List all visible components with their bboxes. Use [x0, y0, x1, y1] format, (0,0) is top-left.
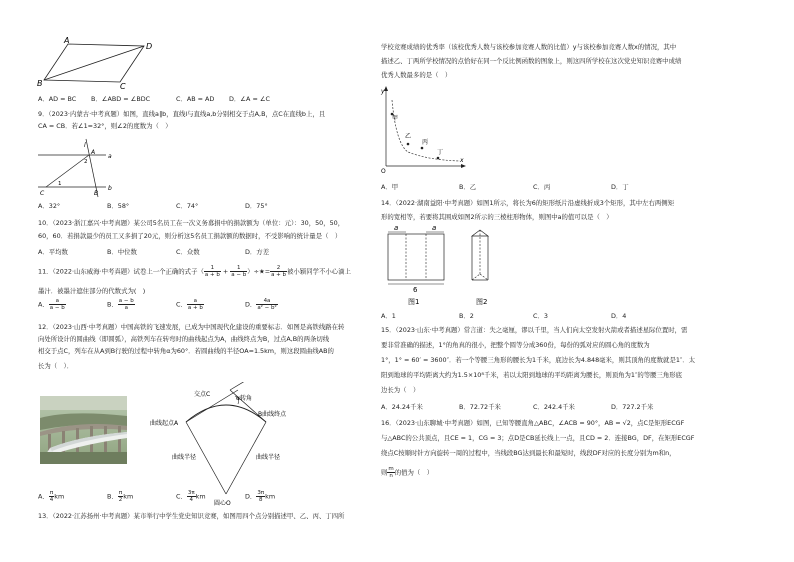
q16-line-1: 16．（2023·山东聊城·中考真题）如图，已知等腰直角△ABC，∠ACB = 90°，AB = √2，点C是矩形ECGF [381, 419, 685, 427]
q12-line-4: 长为（ ）． [38, 362, 74, 370]
label-D: D [146, 42, 153, 51]
q15-line-2: 要非常准确的描述，1°的角真的很小，把整个圆等分成360份，每份的弧对应的圆心角的度数为 [381, 341, 650, 349]
label-l: l [84, 142, 86, 149]
label-angle-1: 1 [58, 181, 62, 187]
label-a: a [108, 153, 112, 160]
q14-line-1: 14．（2022·湖南益阳·中考真题）如图1所示，将长为6的矩形纸片沿虚线折成3个矩形，其中左右两侧矩 [381, 199, 675, 207]
q11-line-1: 11．（2022·山东威海·中考真题）试卷上一个正确的式子（ $\frac{1}{a + b}$ + $\frac{1}{a - b}$ ）÷★= $\frac{2}{a + b}$ 被小颖同学不小心滴上 [38, 265, 351, 278]
q13-line-3: 优秀人数最多的是（ ） [381, 71, 452, 79]
q13-option-c: C．丙 [533, 183, 551, 191]
q11-option-d: D． $\frac{4a}{\text{a² − b²}}$ [245, 298, 277, 311]
label-B: B [37, 79, 43, 88]
q13-option-a: A．甲 [381, 183, 399, 191]
q9-parallel-lines-figure [34, 137, 124, 199]
q9-option-b: B．58° [107, 202, 130, 210]
q10-line-1: 10．（2023·浙江嘉兴·中考真题）某公司5名员工在一次义务募捐中的捐款额为（单位：元）：30，50，50， [38, 219, 345, 227]
q15-option-a: A．24.24千米 [381, 403, 423, 411]
label-angle-2: 2 [84, 159, 88, 165]
q10-option-a: A．平均数 [38, 248, 68, 256]
q10-option-c: C．众数 [176, 248, 200, 256]
q12-option-d: D． $\frac{3\pi}{8}$ km [245, 490, 276, 503]
q13-line-1: 学校竞赛成绩的优秀率（该校优秀人数与该校参加竞赛人数的比值）y与该校参加竞赛人数x的情况，其中 [381, 43, 677, 51]
q16-line-3: 绕点C按顺时针方向旋转一周的过程中，当线段BG达到最长和最短时，线段DF对应的长度分别为m和n， [381, 449, 676, 457]
q11-frac-1: $\frac{1}{a + b}$ [204, 265, 220, 278]
label-yuanxin: 圆心O [214, 500, 231, 507]
q13-line-start: 13．（2022·江苏扬州·中考真题）某市举行中学生党史知识竞赛，如图用四个点分别描述甲、乙、丙、丁四所 [38, 512, 345, 520]
label-jiaodian: 交点C [194, 391, 211, 398]
q15-option-d: D．727.2千米 [611, 403, 654, 411]
q13-inverse-function-graph [378, 84, 470, 174]
q14-option-d: D．4 [611, 312, 627, 320]
fig1-label-six: 6 [413, 286, 418, 294]
q9-option-c: C．74° [176, 202, 199, 210]
q11-option-a: A． $\frac{a}{a - b}$ [38, 298, 65, 311]
q11-frac-3: $\frac{2}{a + b}$ [271, 265, 287, 278]
q11-option-b: B． $\frac{a - b}{a}$ [107, 298, 134, 311]
q12-line-2: 向处所设计的圆曲线（即圆弧），高铁列车在转弯时的曲线起点为A，曲线终点为B，过点A,B的两条切线 [38, 335, 330, 343]
fig1-label-a2: a [432, 224, 437, 232]
label-C-q9: C [40, 190, 45, 197]
label-zhongdian: B曲线终点 [258, 411, 287, 418]
q12-line-1: 12．（2023·山西·中考真题）中国高铁的飞速发展，已成为中国现代化建设的重要标志．如图是高铁线路在转 [38, 323, 345, 331]
q14-line-2: 形的宽相等，若要将其围成如图2所示的三棱柱形物体，则图中a的值可以是（ ） [381, 213, 613, 221]
q11-line-2: 墨汁．被墨汁遮住部分的代数式为( ) [38, 287, 146, 295]
high-speed-train-photo [40, 396, 127, 464]
q9-line-1: 9．（2023·内蒙古·中考真题）如图，直线a∥b，直线l与直线a,b分别相交于点A,B，点C在直线b上，且 [38, 110, 326, 118]
q11-option-c: C． $\frac{a}{a + b}$ [176, 298, 203, 311]
fig1-caption: 图1 [408, 298, 420, 306]
label-zhuanjiao: α转角 [236, 395, 252, 402]
fig1-label-a1: a [394, 224, 399, 232]
q9-option-d: D．75° [245, 202, 268, 210]
origin-label: O [381, 168, 386, 174]
axis-y-label: y [381, 88, 385, 95]
q8-option-c: C．AB = AD [176, 95, 215, 103]
q15-option-b: B．72.72千米 [459, 403, 501, 411]
q13-option-b: B．乙 [459, 183, 477, 191]
label-banjing-right: 曲线半径 [256, 454, 281, 461]
q14-option-b: B．2 [459, 312, 474, 320]
q8-option-d: D．∠A = ∠C [229, 95, 271, 103]
q16-line-4 [381, 466, 433, 479]
axis-x-label: x [460, 157, 464, 164]
point-yi: 乙 [405, 133, 412, 140]
label-B-q9: B [94, 190, 99, 197]
q16-then: 则 [381, 468, 388, 477]
label-A-q9: A [91, 149, 96, 156]
q10-option-b: B．中位数 [107, 248, 137, 256]
q12-option-c: C． $\frac{3\pi}{4}$ km [176, 490, 206, 503]
q9-line-2: CA = CB．若∠1=32°，则∠2的度数为（ ） [38, 122, 172, 130]
q15-option-c: C．242.4千米 [533, 403, 575, 411]
q11-suffix: 被小颖同学不小心滴上 [287, 267, 351, 276]
q12-line-3: 相交于点C，列车在从A到B行驶的过程中转角α为60°．若圆曲线的半径OA=1.5km，则这段圆曲线AB的 [38, 347, 334, 355]
q12-option-b: B． $\frac{\pi}{2}$ km [107, 490, 134, 503]
point-ding: 丁 [437, 149, 444, 156]
q13-line-2: 描述乙、丁两所学校情况的点恰好在同一个反比例函数的图象上，则这四所学校在这次党史知识竞赛中成绩 [381, 57, 682, 65]
q11-frac-2: $\frac{1}{a - b}$ [231, 265, 247, 278]
q11-mid: ）÷★= [247, 267, 271, 276]
q16-tail: 的值为（ ） [394, 468, 434, 477]
q10-line-2: 60，60．若捐款最少的员工又多捐了20元，则分析这5名员工捐款额的数据时，不受影响的统计量是（ ） [38, 232, 342, 240]
q11-prefix: 11．（2022·山东威海·中考真题）试卷上一个正确的式子（ [38, 267, 204, 276]
q8-option-a: A．AD = BC [38, 95, 77, 103]
q13-option-d: D．丁 [611, 183, 629, 191]
label-qidian: 曲线起点A [150, 420, 179, 427]
q8-option-b: B．∠ABD = ∠BDC [91, 95, 151, 103]
label-b: b [108, 185, 112, 192]
q15-line-5: 边长为（ ） [381, 386, 420, 394]
q12-option-a: A． $\frac{\pi}{4}$ km [38, 490, 65, 503]
parallelogram-figure [34, 36, 164, 92]
point-bing: 丙 [422, 139, 429, 146]
q16-frac: $\frac{m}{n}$ [388, 466, 394, 479]
label-banjing-left: 曲线半径 [172, 454, 197, 461]
q16-line-2: 与△ABC的公共顶点，且CE = 1，CG = 3；点D是CB延长线上一点，且CD = 2．连接BG，DF，在矩形ECGF [381, 434, 695, 442]
point-jia: 甲 [392, 115, 399, 122]
q15-line-4: 阳到地球的平均距离大约为1.5×10⁸千米，若以太阳到地球的平均距离为腰长，则顶角为1″的等腰三角形底 [381, 371, 683, 379]
q15-line-3: 1°，1° = 60′ = 3600″．若一个等腰三角形的腰长为1千米，底边长为4.848毫米，则其顶角的度数就是1″．太 [381, 356, 696, 364]
q12-curve-diagram [150, 382, 300, 512]
label-A: A [64, 36, 70, 45]
q15-line-1: 15．（2023·山东·中考真题）常言道：失之毫厘，谬以千里，当人们向太空发射火箭或者描述星际位置时，需 [381, 326, 688, 334]
q14-option-a: A．1 [381, 312, 396, 320]
q10-option-d: D．方差 [245, 248, 270, 256]
q9-option-a: A．32° [38, 202, 61, 210]
q14-figures [380, 222, 520, 308]
label-C: C [120, 82, 126, 91]
fig2-caption: 图2 [476, 298, 488, 306]
q14-option-c: C．3 [533, 312, 548, 320]
